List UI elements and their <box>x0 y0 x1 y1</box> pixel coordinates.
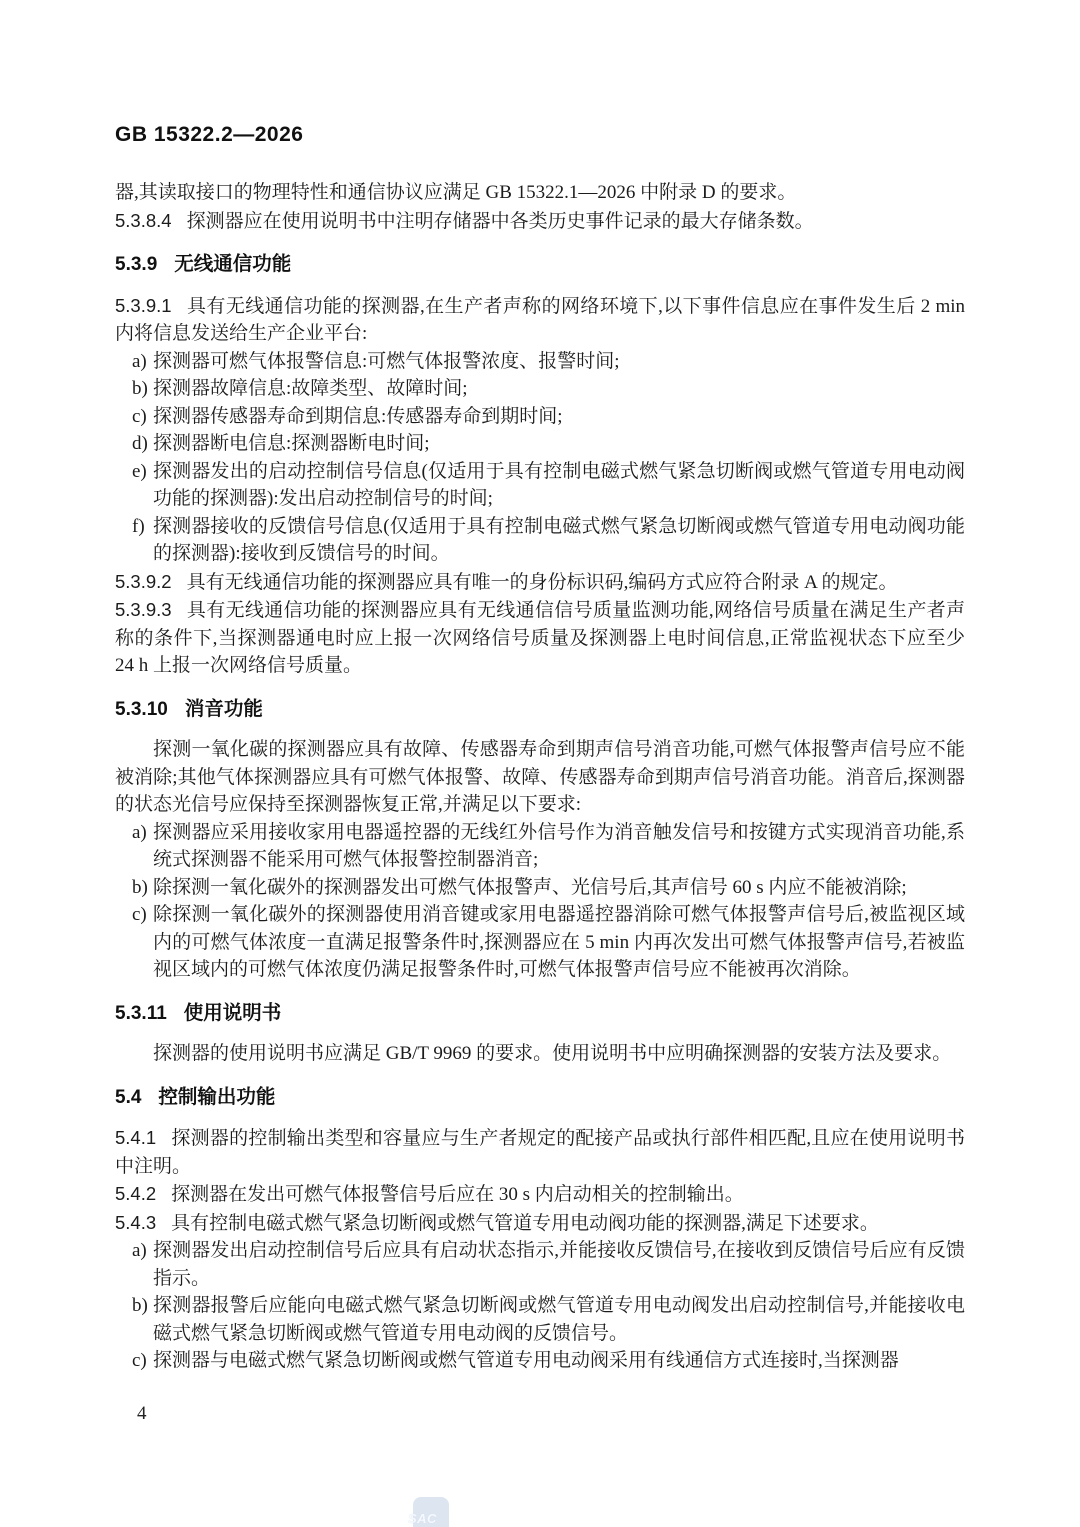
list-text: 探测器发出启动控制信号后应具有启动状态指示,并能接收反馈信号,在接收到反馈信号后应有反馈指示。 <box>153 1240 965 1289</box>
list-text: 探测器断电信息:探测器断电时间; <box>153 433 430 454</box>
clause-5-3-8-4 <box>115 207 965 236</box>
list-item-e <box>115 458 965 513</box>
paragraph-5-3-11: 探测器的使用说明书应满足 GB/T 9969 的要求。使用说明书中应明确探测器的安装方法及要求。 <box>153 1043 952 1064</box>
clause-number: 5.3.9.3 <box>115 599 172 620</box>
list-label: f) <box>132 515 145 537</box>
clause-number: 5.3.9.2 <box>115 570 172 592</box>
list-item-f <box>115 513 965 568</box>
paragraph-5-3-10: 探测一氧化碳的探测器应具有故障、传感器寿命到期声信号消音功能,可燃气体报警声信号应不能被消除;其他气体探测器应具有可燃气体报警、故障、传感器寿命到期声信号消音功能。消音后,探测器的状态光信号应保持至探测器恢复正常,并满足以下要求: <box>115 739 965 815</box>
list-item-a <box>115 1237 965 1292</box>
heading-number: 5.4 <box>115 1086 142 1108</box>
list-label: a) <box>132 350 147 372</box>
clause-text: 具有无线通信功能的探测器,在生产者声称的网络环境下,以下事件信息应在事件发生后 2 min 内将信息发送给生产企业平台: <box>115 295 965 344</box>
sac-logo <box>408 1497 449 1527</box>
clause-5-3-9-1 <box>115 292 965 348</box>
sac-logo-text: SAC <box>408 1511 437 1526</box>
list-label: a) <box>132 1240 147 1261</box>
clause-text: 探测器在发出可燃气体报警信号后应在 30 s 内启动相关的控制输出。 <box>171 1184 744 1205</box>
list-text: 探测器发出的启动控制信号信息(仅适用于具有控制电磁式燃气紧急切断阀或燃气管道专用电动阀功能的探测器):发出启动控制信号的时间; <box>153 460 965 509</box>
clause-text: 探测器应在使用说明书中注明存储器中各类历史事件记录的最大存储条数。 <box>186 210 814 232</box>
list-label: b) <box>132 378 148 399</box>
clause-number: 5.3.8.4 <box>115 209 172 231</box>
clause-text: 具有无线通信功能的探测器应具有无线通信信号质量监测功能,网络信号质量在满足生产者声称的条件下,当探测器通电时应上报一次网络信号质量及探测器上电时间信息,正常监视状态下应至少 24 h 上报一次网络信号质量。 <box>115 600 965 676</box>
list-item-a <box>115 348 965 376</box>
heading-title: 控制输出功能 <box>158 1085 276 1108</box>
heading-number: 5.3.10 <box>115 698 168 720</box>
list-item-b <box>115 1292 965 1347</box>
list-label: c) <box>132 904 147 925</box>
list-text: 探测器接收的反馈信号信息(仅适用于具有控制电磁式燃气紧急切断阀或燃气管道专用电动阀功能的探测器):接收到反馈信号的时间。 <box>153 515 965 564</box>
list-text: 探测器可燃气体报警信息:可燃气体报警浓度、报警时间; <box>153 350 620 372</box>
clause-text: 具有控制电磁式燃气紧急切断阀或燃气管道专用电动阀功能的探测器,满足下述要求。 <box>171 1212 879 1234</box>
list-label: c) <box>132 405 147 427</box>
standard-code-header: GB 15322.2—2026 <box>115 123 304 146</box>
list-item-a <box>115 819 965 874</box>
section-heading-5-3-9 <box>115 251 965 279</box>
page-number: 4 <box>137 1403 147 1424</box>
list-item-c <box>115 403 965 431</box>
list-label: b) <box>132 1295 148 1316</box>
heading-title: 无线通信功能 <box>174 253 292 275</box>
list-text: 探测器应采用接收家用电器遥控器的无线红外信号作为消音触发信号和按键方式实现消音功能,系统式探测器不能采用可燃气体报警控制器消音; <box>153 821 965 870</box>
page-content <box>115 123 965 1375</box>
heading-title: 使用说明书 <box>183 1001 282 1024</box>
list-text: 探测器报警后应能向电磁式燃气紧急切断阀或燃气管道专用电动阀发出启动控制信号,并能接收电磁式燃气紧急切断阀或燃气管道专用电动阀的反馈信号。 <box>153 1295 965 1344</box>
list-item-c <box>115 1347 965 1375</box>
list-item-b <box>115 874 965 902</box>
clause-5-3-9-3 <box>115 596 965 680</box>
list-label: a) <box>132 821 147 843</box>
clause-5-4-2 <box>115 1180 965 1209</box>
section-heading-5-3-10 <box>115 696 965 724</box>
section-heading-5-4 <box>115 1084 965 1112</box>
heading-number: 5.3.11 <box>115 1002 167 1024</box>
list-item-d <box>115 430 965 458</box>
clause-text: 探测器的控制输出类型和容量应与生产者规定的配接产品或执行部件相匹配,且应在使用说明书中注明。 <box>115 1128 965 1177</box>
list-label: c) <box>132 1350 147 1371</box>
section-heading-5-3-11 <box>115 1000 965 1028</box>
clause-5-4-1 <box>115 1124 965 1180</box>
list-label: e) <box>132 460 147 482</box>
clause-number: 5.4.3 <box>115 1211 157 1233</box>
clause-number: 5.3.9.1 <box>115 294 172 316</box>
heading-title: 消音功能 <box>184 697 263 720</box>
heading-number: 5.3.9 <box>115 254 158 275</box>
list-text: 探测器传感器寿命到期信息:传感器寿命到期时间; <box>153 405 563 427</box>
clause-text: 具有无线通信功能的探测器应具有唯一的身份标识码,编码方式应符合附录 A 的规定。 <box>186 571 898 593</box>
list-item-c <box>115 901 965 984</box>
list-label: d) <box>132 433 148 454</box>
clause-number: 5.4.2 <box>115 1183 157 1204</box>
list-text: 除探测一氧化碳外的探测器使用消音键或家用电器遥控器消除可燃气体报警声信号后,被监视区域内的可燃气体浓度一直满足报警条件时,探测器应在 5 min 内再次发出可燃气体报警声信号,若被监视区域内的可燃气体浓度仍满足报警条件时,可燃气体报警声信号应不能被再次消除。 <box>153 904 965 980</box>
list-label: b) <box>132 876 148 898</box>
list-text: 除探测一氧化碳外的探测器发出可燃气体报警声、光信号后,其声信号 60 s 内应不能被消除; <box>153 876 907 898</box>
list-text: 探测器故障信息:故障类型、故障时间; <box>153 378 468 399</box>
clause-number: 5.4.1 <box>115 1127 157 1148</box>
clause-5-3-9-2 <box>115 568 965 597</box>
list-item-b <box>115 375 965 403</box>
list-text: 探测器与电磁式燃气紧急切断阀或燃气管道专用电动阀采用有线通信方式连接时,当探测器 <box>153 1350 899 1371</box>
paragraph-continuation: 器,其读取接口的物理特性和通信协议应满足 GB 15322.1—2026 中附录 D 的要求。 <box>115 182 797 203</box>
clause-5-4-3 <box>115 1209 965 1238</box>
